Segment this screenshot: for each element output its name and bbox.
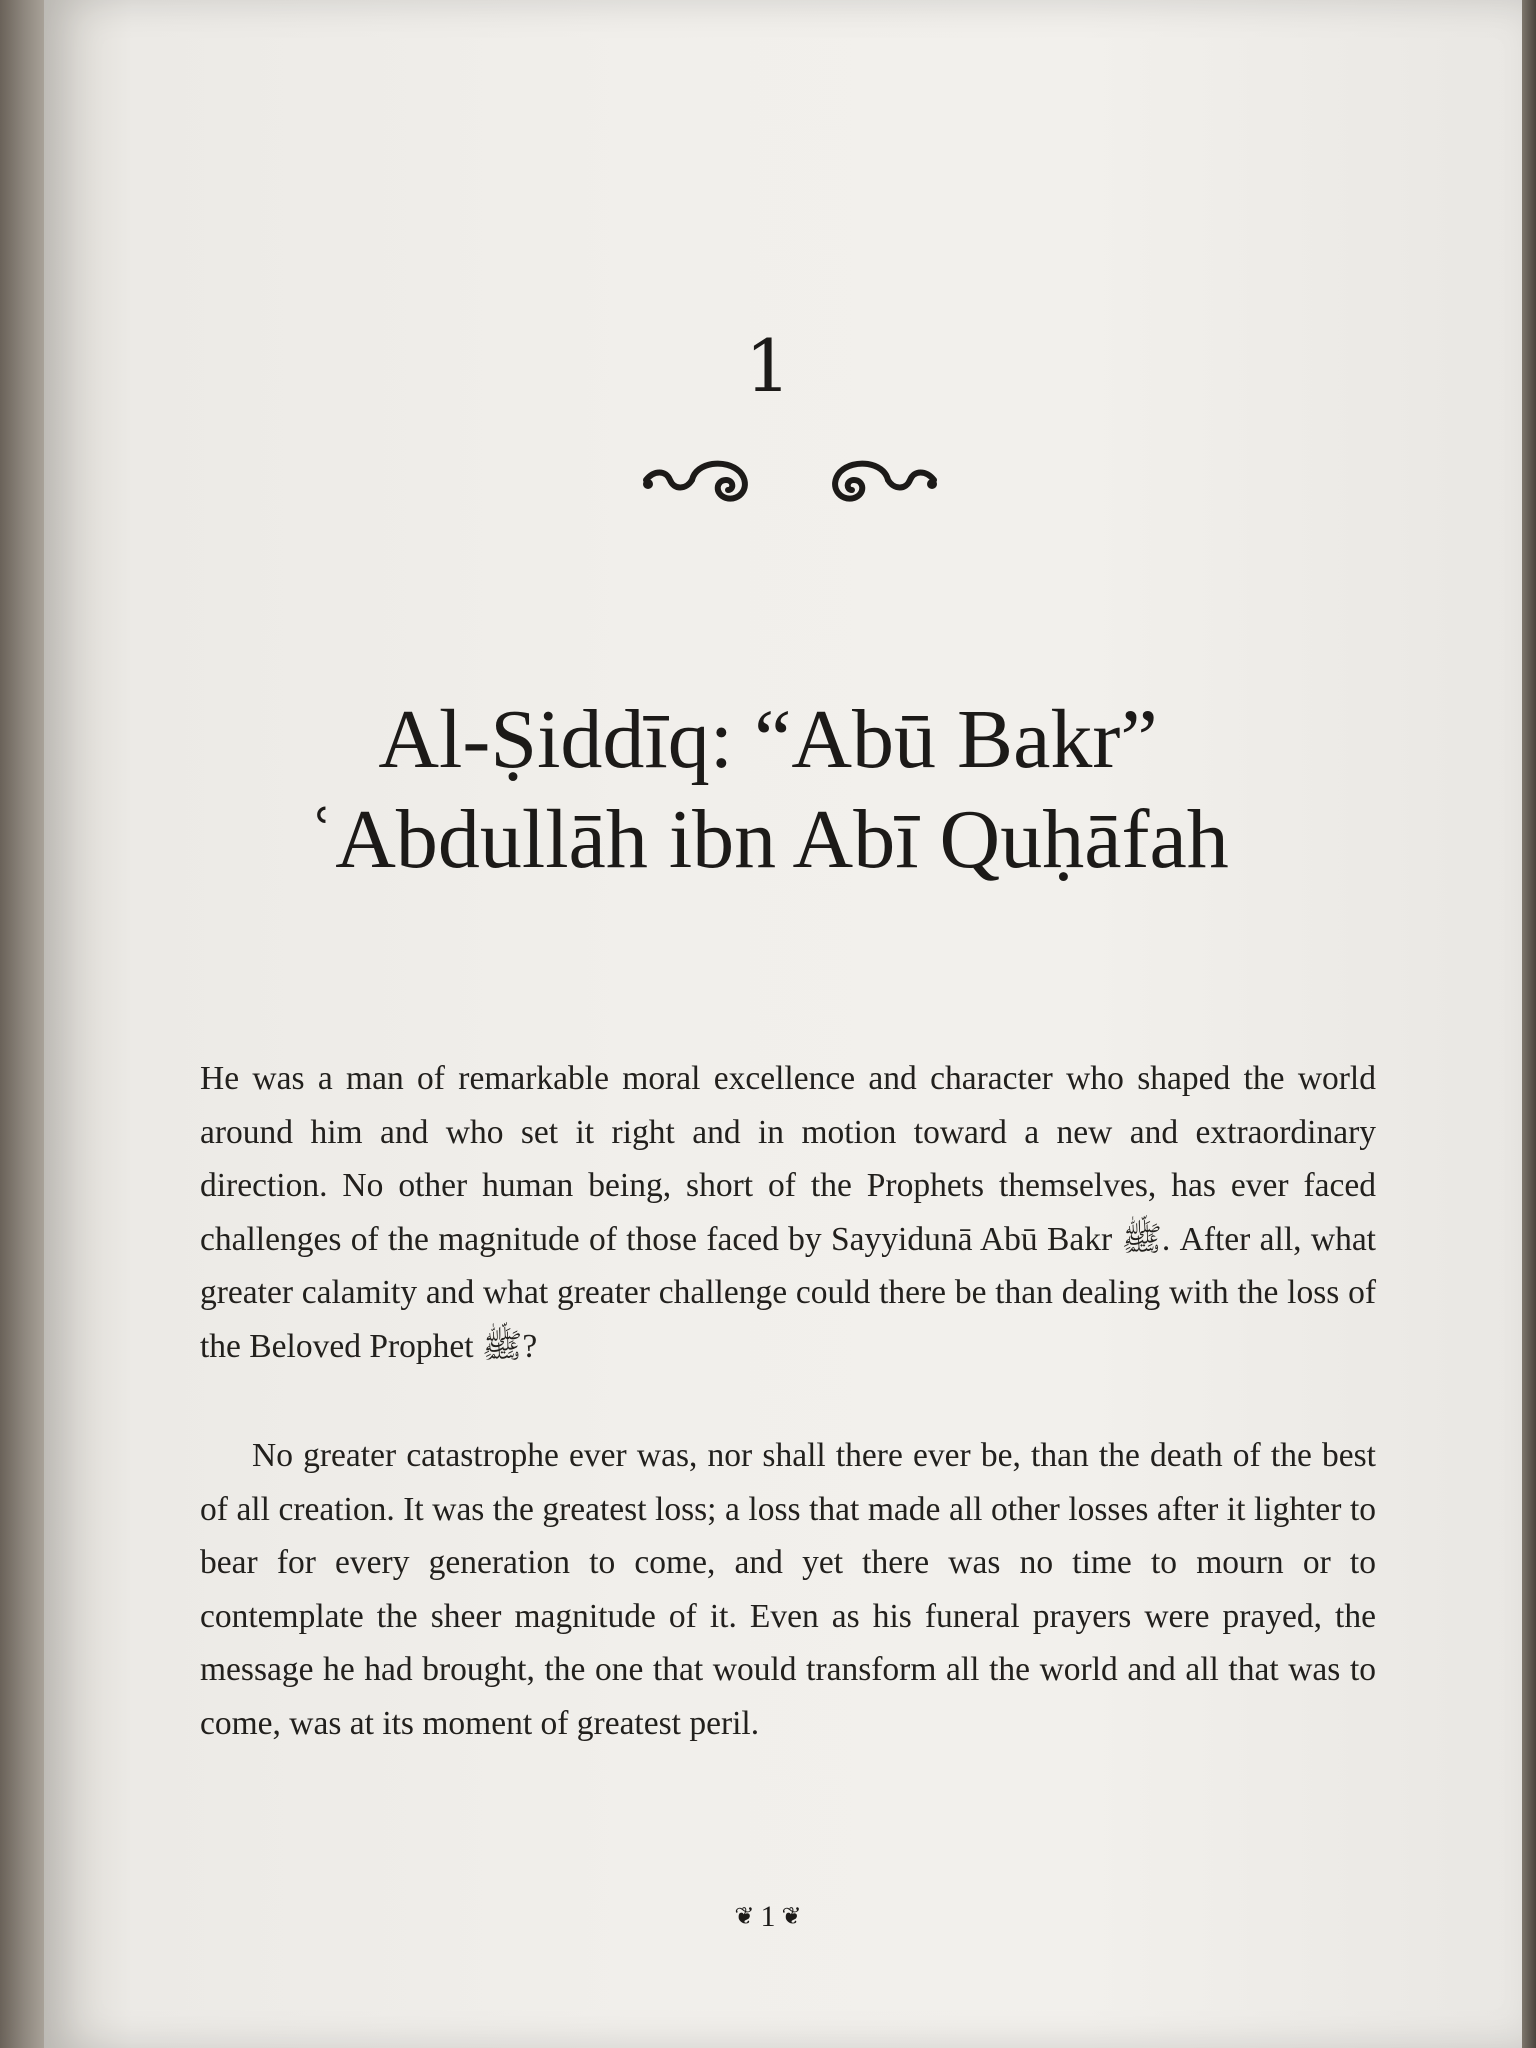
fleur-icon: ❦: [781, 1902, 802, 1930]
chapter-title-line-2: ʿAbdullāh ibn Abī Quḥāfah: [307, 793, 1229, 886]
fleur-icon: ❦: [734, 1902, 755, 1930]
page-number: 1: [760, 1900, 776, 1933]
body-text: [200, 1052, 1376, 1750]
chapter-title: [0, 690, 1536, 890]
scroll-ornament-icon: [640, 448, 940, 508]
paragraph-1: He was a man of remarkable moral excellence and character who shaped the world around him and who set it right and in motion toward a new and extraordinary direction. No other human being, short of the Prophets themselves, has ever faced challenges of the magnitude of those faced by Sayyidunā Abū Bakr ﷺ. After all, what greater calamity and what greater challenge could there be than dealing with the loss of the Beloved Prophet ﷺ?: [200, 1060, 1376, 1365]
page-edge: [1522, 0, 1536, 2048]
paragraph-2: No greater catastrophe ever was, nor shall there ever be, than the death of the best of all creation. It was the greatest loss; a loss that made all other losses after it lighter to bear for every generation to come, and yet there was no time to mourn or to contemplate the sheer magnitude of it. Even as his funeral prayers were prayed, the message he had brought, the one that would transform all the world and all that was to come, was at its moment of greatest peril.: [200, 1437, 1376, 1742]
chapter-title-line-1: Al-Ṣiddīq: “Abū Bakr”: [378, 693, 1158, 786]
footer-page-number: [0, 1900, 1536, 1934]
chapter-number: 1: [745, 324, 791, 408]
